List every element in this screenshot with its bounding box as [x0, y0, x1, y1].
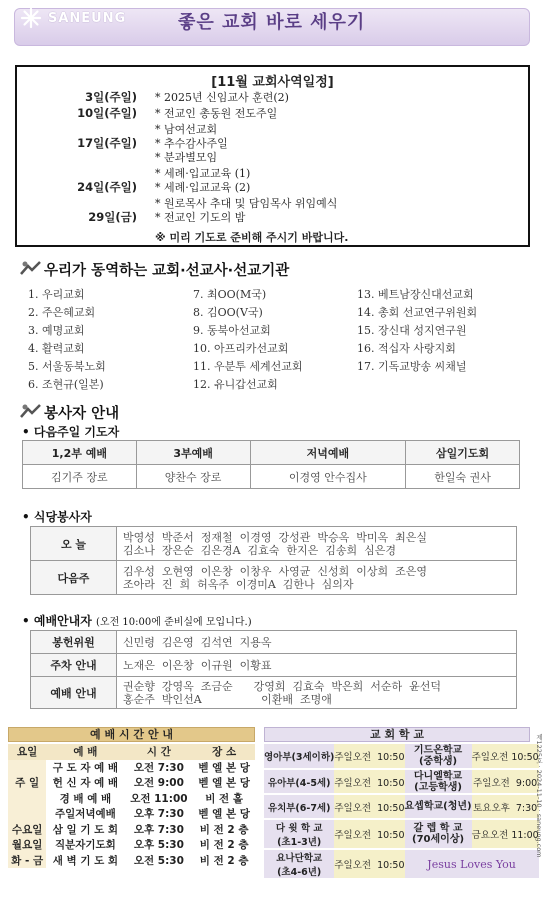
partner-item: 9. 동북아선교회 — [193, 324, 271, 337]
worship-name: 구 도 자 예 배 — [52, 761, 119, 774]
ushers-subheading: • 예배안내자 (오전 10:00에 준비실에 모입니다.) — [22, 614, 252, 628]
partner-item: 8. 김OO(V국) — [193, 306, 263, 319]
partner-item: 11. 우분투 세계선교회 — [193, 360, 303, 373]
prayer-table — [22, 440, 520, 489]
schedule-item: * 원로목사 추대 및 담임목사 위임예식 — [155, 197, 338, 210]
logo-icon — [20, 7, 42, 29]
worship-time: 오후 5:30 — [133, 839, 184, 852]
worship-place: 비 전 2 층 — [199, 854, 249, 867]
school-bt: 주일오전 10:50 — [472, 744, 539, 769]
ushers-names: 권순향 강영옥 조금순 강영희 김효숙 박은희 서순하 윤선덕 홍순주 박인선A 이환배 조명애 — [117, 677, 517, 709]
school-bt: 토요오후 7:30 — [472, 794, 539, 819]
ushers-label: 주차 안내 — [31, 654, 117, 677]
worship-name: 직분자기도회 — [54, 839, 116, 852]
prayer-header: 삼일기도회 — [406, 441, 520, 465]
worship-row — [8, 775, 255, 791]
school-bt: 주일오전 9:00 — [472, 769, 539, 794]
schedule-item: * 2025년 신임교사 훈련(2) — [155, 91, 289, 104]
worship-place: 벧 엘 본 당 — [198, 808, 250, 821]
worship-time: 오후 7:30 — [133, 808, 184, 821]
school-b: 갈 렙 학 교 (70세이상) — [405, 819, 472, 849]
worship-name: 새 벽 기 도 회 — [52, 854, 119, 867]
worship-place: 벧 엘 본 당 — [198, 777, 250, 790]
worship-day: 월요일 — [8, 837, 46, 853]
page-title: 좋은 교회 바로 세우기 — [178, 12, 366, 33]
schedule-item: * 세례·입교교육 (1) — [155, 167, 251, 180]
worship-row — [8, 822, 255, 838]
schedule-item: * 전교인 기도의 밤 — [155, 211, 246, 224]
ushers-label: 봉헌위원 — [31, 631, 117, 654]
partner-item: 14. 총회 선교연구위원회 — [357, 306, 478, 319]
worship-name: 주일저녁예배 — [54, 808, 116, 821]
school-at: 주일오전 10:50 — [334, 819, 404, 849]
kitchen-subheading: • 식당봉사자 — [22, 510, 92, 524]
schedule-date: 24일(주일) — [77, 180, 137, 194]
prayer-name: 이경영 안수집사 — [250, 465, 406, 489]
partner-item: 10. 아프리카선교회 — [193, 342, 289, 355]
schedule-item: * 추수감사주일 — [155, 137, 228, 150]
worship-name: 삼 일 기 도 회 — [52, 823, 119, 836]
kitchen-label: 오 늘 — [31, 527, 117, 561]
school-at: 주일오전 10:50 — [334, 794, 404, 819]
schedule-item: * 분과별모임 — [155, 151, 218, 164]
volunteers-icon — [20, 403, 42, 419]
prayer-name: 김기주 장로 — [23, 465, 137, 489]
schedule-date: 10일(주일) — [77, 106, 137, 120]
prayer-header: 저녁예배 — [250, 441, 406, 465]
ushers-names: 노재은 이은창 이규원 이황표 — [117, 654, 517, 677]
worship-header: 장 소 — [193, 744, 255, 760]
volunteers-heading: 봉사자 안내 — [44, 406, 120, 422]
worship-time: 오전 9:00 — [133, 777, 184, 790]
worship-day — [8, 760, 46, 776]
worship-time: 오전 7:30 — [133, 761, 184, 774]
prayer-header: 3부예배 — [136, 441, 250, 465]
school-row — [264, 819, 539, 849]
schedule-item: * 전교인 총동원 전도주일 — [155, 107, 278, 120]
prayer-header: 1,2부 예배 — [23, 441, 137, 465]
school-b: Jesus Loves You — [405, 849, 539, 879]
kitchen-table — [30, 526, 517, 595]
kitchen-names: 박영성 박준서 정재철 이경영 강성관 박승옥 박미옥 최은실 김소나 장은순 김은경A 김효숙 한지은 김송희 심은경 — [117, 527, 517, 561]
schedule-date: 17일(주일) — [77, 136, 137, 150]
partner-item: 3. 예명교회 — [28, 324, 85, 337]
partner-item: 6. 조현규(일본) — [28, 378, 104, 391]
school-bt: 금요오전 11:00 — [472, 819, 539, 849]
worship-time: 오전 5:30 — [133, 854, 184, 867]
worship-name: 헌 신 자 예 배 — [52, 777, 119, 790]
worship-day: 화 - 금 — [8, 853, 46, 869]
partner-item: 15. 장신대 성지연구원 — [357, 324, 467, 337]
school-title: 교 회 학 교 — [264, 727, 530, 742]
worship-header: 예 배 — [46, 744, 124, 760]
worship-place: 벧 엘 본 당 — [198, 761, 250, 774]
school-b: 요셉학교(청년) — [405, 794, 472, 819]
school-row — [264, 769, 539, 794]
worship-place: 비 전 2 층 — [199, 839, 249, 852]
ushers-note: (오전 10:00에 준비실에 모입니다.) — [96, 617, 252, 628]
worship-day: 수요일 — [8, 822, 46, 838]
school-a: 다 윗 학 교 (초1-3년) — [264, 819, 334, 849]
partner-item: 12. 유니갑선교회 — [193, 378, 278, 391]
school-row — [264, 849, 539, 879]
worship-time: 오후 7:30 — [133, 823, 184, 836]
worship-header: 요일 — [8, 744, 46, 760]
partner-item: 13. 베트남장신대선교회 — [357, 288, 474, 301]
worship-row — [8, 791, 255, 807]
worship-day — [8, 806, 46, 822]
prayer-subheading: • 다음주일 기도자 — [22, 425, 120, 439]
schedule-item: * 세례·입교교육 (2) — [155, 181, 251, 194]
school-row — [264, 794, 539, 819]
partner-item: 7. 최OO(M국) — [193, 288, 267, 301]
school-at: 주일오전 10:50 — [334, 769, 404, 794]
partners-icon — [20, 260, 42, 276]
prayer-name: 한일숙 권사 — [406, 465, 520, 489]
schedule-date: 29일(금) — [88, 210, 137, 224]
side-note: 제1225호 · 2024-11-10 · saneung.com — [535, 734, 543, 858]
school-b: 기드온학교 (중학생) — [405, 744, 472, 769]
ushers-table — [30, 630, 517, 709]
partners-heading: 우리가 동역하는 교회·선교사·선교기관 — [44, 263, 290, 279]
schedule-box — [15, 65, 530, 247]
partner-item: 4. 활력교회 — [28, 342, 85, 355]
worship-header: 시 간 — [125, 744, 194, 760]
partner-item: 1. 우리교회 — [28, 288, 85, 301]
worship-row — [8, 806, 255, 822]
worship-times-title: 예 배 시 간 안 내 — [8, 727, 255, 742]
worship-place: 비 전 2 층 — [199, 823, 249, 836]
worship-times-table — [8, 744, 255, 868]
worship-day — [8, 791, 46, 807]
school-a: 유아부(4-5세) — [264, 769, 334, 794]
schedule-item: * 남여선교회 — [155, 123, 218, 136]
ushers-label: 예배 안내 — [31, 677, 117, 709]
schedule-date: 3일(주일) — [85, 90, 137, 104]
worship-place: 비 전 홀 — [205, 792, 243, 805]
school-at: 주일오전 10:50 — [334, 849, 404, 879]
partner-item: 5. 서울동북노회 — [28, 360, 106, 373]
logo-text: SANEUNG — [48, 11, 127, 26]
partner-item: 2. 주은혜교회 — [28, 306, 96, 319]
schedule-note: ※ 미리 기도로 준비해 주시기 바랍니다. — [155, 231, 349, 244]
worship-time: 오전 11:00 — [130, 792, 188, 805]
partner-item: 17. 기독교방송 씨채널 — [357, 360, 467, 373]
school-at: 주일오전 10:50 — [334, 744, 404, 769]
schedule-title: [11월 교회사역일정] — [211, 75, 334, 90]
school-row — [264, 744, 539, 769]
school-a: 요나단학교 (초4-6년) — [264, 849, 334, 879]
school-a: 영아부(3세이하) — [264, 744, 334, 769]
kitchen-label: 다음주 — [31, 561, 117, 595]
prayer-name: 양찬수 장로 — [136, 465, 250, 489]
ushers-names: 신민령 김은영 김석연 지용옥 — [117, 631, 517, 654]
school-b: 다니엘학교 (고등학생) — [405, 769, 472, 794]
worship-row — [8, 760, 255, 776]
worship-day: 주 일 — [8, 775, 46, 791]
worship-name: 경 배 예 배 — [59, 792, 112, 805]
school-a: 유치부(6-7세) — [264, 794, 334, 819]
worship-row — [8, 853, 255, 869]
partner-item: 16. 적십자 사랑지회 — [357, 342, 456, 355]
kitchen-names: 김우성 오현영 이은창 이창우 사영균 신성희 이상희 조은영 조아라 진 희 허옥주 이경미A 김한나 심의자 — [117, 561, 517, 595]
worship-row — [8, 837, 255, 853]
school-table — [264, 744, 539, 880]
